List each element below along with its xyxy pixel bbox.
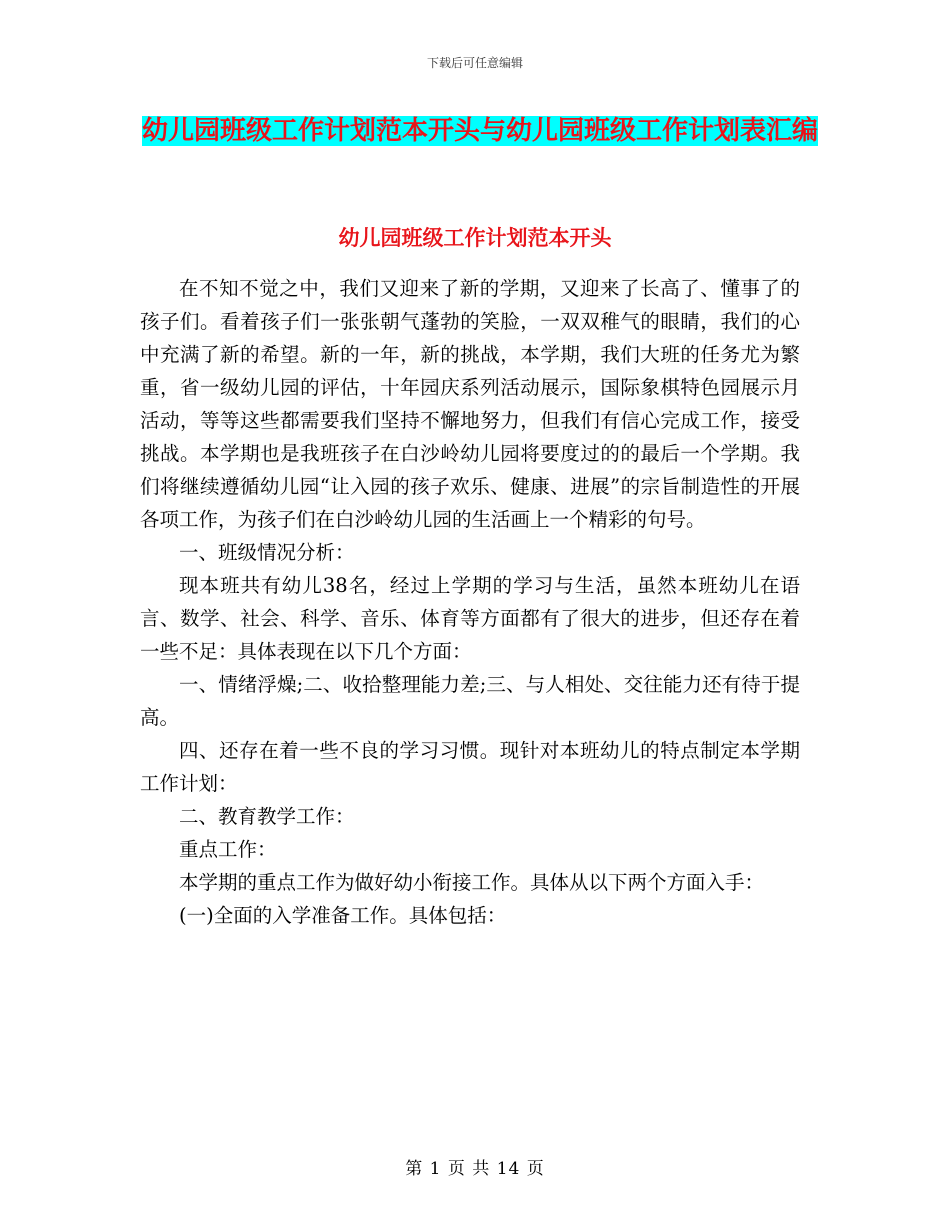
section-title: 幼儿园班级工作计划范本开头	[338, 226, 612, 250]
paragraph-key-work: 本学期的重点工作为做好幼小衔接工作。具体从以下两个方面入手：	[179, 871, 765, 894]
paragraph-heading-teaching: 二、教育教学工作：	[179, 805, 355, 828]
page-footer: 第 1 页 共 14 页	[405, 1159, 545, 1179]
paragraph-class-status: 现本班共有幼儿38名，经过上学期的学习与生活，虽然本班幼儿在语言、数学、社会、科学、音乐、体育等方面都有了很大的进步，但还存在着一些不足：具体表现在以下几个方面：	[140, 574, 800, 663]
paragraph-weaknesses: 一、情绪浮燥;二、收拾整理能力差;三、与人相处、交往能力还有待于提高。	[140, 673, 800, 729]
document-title	[140, 108, 820, 154]
paragraph-habits: 四、还存在着一些不良的学习习惯。现针对本班幼儿的特点制定本学期工作计划：	[140, 739, 800, 795]
paragraph-school-prep: (一)全面的入学准备工作。具体包括：	[179, 904, 507, 927]
paragraph-heading-class-analysis: 一、班级情况分析：	[179, 541, 355, 564]
body-text	[140, 272, 800, 932]
document-title-text: 幼儿园班级工作计划范本开头与幼儿园班级工作计划表汇编	[141, 116, 818, 146]
paragraph-heading-key-work: 重点工作：	[179, 838, 277, 861]
header-note: 下载后可任意编辑	[426, 56, 523, 70]
paragraph-intro: 在不知不觉之中，我们又迎来了新的学期，又迎来了长高了、懂事了的孩子们。看着孩子们一张张朝气蓬勃的笑脸，一双双稚气的眼睛，我们的心中充满了新的希望。新的一年，新的挑战，本学期，我们大班的任务尤为繁重，省一级幼儿园的评估，十年园庆系列活动展示，国际象棋特色园展示月活动，等等这些都需要我们坚持不懈地努力，但我们有信心完成工作，接受挑战。本学期也是我班孩子在白沙岭幼儿园将要度过的的最后一个学期。我们将继续遵循幼儿园“让入园的孩子欢乐、健康、进展”的宗旨制造性的开展各项工作，为孩子们在白沙岭幼儿园的生活画上一个精彩的句号。	[140, 277, 800, 531]
